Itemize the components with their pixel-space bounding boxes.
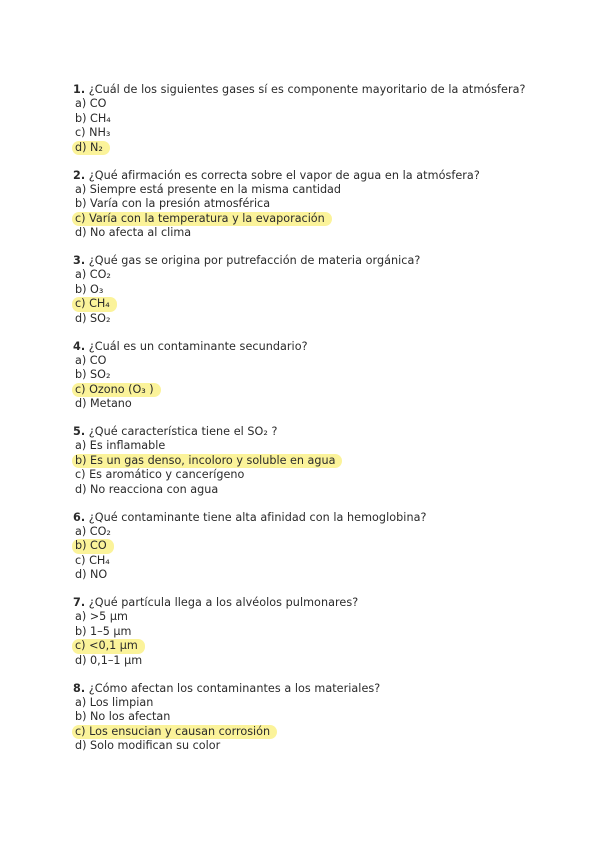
option-text: 1–5 µm — [90, 624, 132, 638]
option-a — [73, 354, 573, 369]
option-letter: a) — [75, 610, 87, 623]
option-d — [73, 739, 573, 754]
option-text: CH₄ — [90, 111, 111, 125]
option-text: CH₄ — [89, 553, 110, 567]
option-text: N₂ — [90, 140, 103, 154]
option-b — [73, 112, 573, 127]
option-text: CH₄ — [89, 297, 110, 310]
answer-options — [73, 268, 573, 326]
answer-options — [73, 525, 573, 583]
option-text: >5 µm — [89, 610, 128, 623]
option-text: Los ensucian y causan corrosión — [89, 724, 271, 738]
option-d — [73, 654, 573, 669]
option-letter: b) — [75, 111, 87, 125]
option-letter: c) — [75, 639, 86, 652]
option-text: Es aromático y cancerígeno — [89, 468, 245, 481]
option-letter: b) — [75, 368, 87, 381]
question-8 — [73, 681, 573, 754]
quiz-list — [73, 82, 573, 766]
question-5 — [73, 424, 573, 497]
question-number: 7. — [73, 596, 86, 609]
option-b — [73, 625, 573, 640]
option-letter: b) — [75, 282, 87, 296]
option-a — [73, 696, 573, 711]
option-b — [73, 710, 573, 725]
question-2 — [73, 168, 573, 241]
option-text: Es inflamable — [89, 439, 166, 452]
option-d — [73, 397, 573, 412]
option-letter: d) — [75, 397, 87, 410]
option-a — [73, 610, 573, 625]
question-prompt: ¿Cuál de los siguientes gases sí es componente mayoritario de la atmósfera? — [88, 83, 526, 96]
option-text: NO — [90, 568, 108, 581]
option-letter: d) — [75, 482, 87, 496]
question-text — [73, 168, 573, 183]
option-letter: a) — [75, 439, 87, 452]
question-1 — [73, 82, 573, 155]
option-text: No los afectan — [90, 710, 171, 723]
option-text: O₃ — [90, 282, 104, 296]
answer-options — [73, 696, 573, 754]
question-text — [73, 253, 573, 268]
option-letter: d) — [75, 739, 87, 752]
option-letter: c) — [75, 382, 86, 396]
option-c-highlighted — [73, 212, 573, 227]
option-c-highlighted — [73, 639, 573, 654]
question-prompt: ¿Qué característica tiene el SO₂ ? — [88, 425, 278, 438]
option-letter: a) — [75, 182, 87, 196]
option-c — [73, 554, 573, 569]
option-a — [73, 439, 573, 454]
option-d — [73, 226, 573, 241]
option-letter: b) — [75, 539, 87, 552]
option-c-highlighted — [73, 383, 573, 398]
option-a — [73, 183, 573, 198]
question-prompt: ¿Qué gas se origina por putrefacción de materia orgánica? — [88, 254, 421, 267]
option-letter: c) — [75, 126, 86, 139]
question-text — [73, 339, 573, 354]
option-letter: b) — [75, 453, 87, 467]
option-text: NH₃ — [89, 126, 111, 139]
option-letter: d) — [75, 653, 87, 667]
option-c-highlighted — [73, 725, 573, 740]
option-c — [73, 126, 573, 141]
question-number: 1. — [73, 83, 86, 96]
question-number: 5. — [73, 425, 86, 438]
option-text: Ozono (O₃ ) — [89, 382, 154, 396]
answer-options — [73, 97, 573, 155]
option-text: <0,1 µm — [89, 639, 138, 652]
answer-options — [73, 439, 573, 497]
question-3 — [73, 253, 573, 326]
option-letter: a) — [75, 695, 87, 709]
option-text: CO — [89, 97, 107, 110]
option-b-highlighted — [73, 454, 573, 469]
question-number: 8. — [73, 681, 86, 695]
question-prompt: ¿Qué contaminante tiene alta afinidad con la hemoglobina? — [88, 510, 427, 524]
option-text: Solo modifican su color — [90, 739, 221, 752]
question-4 — [73, 339, 573, 412]
question-7 — [73, 595, 573, 668]
option-letter: d) — [75, 226, 87, 239]
question-text — [73, 510, 573, 525]
option-text: SO₂ — [90, 368, 111, 381]
option-c — [73, 468, 573, 483]
option-text: No reacciona con agua — [90, 482, 219, 496]
option-text: Es un gas denso, incoloro y soluble en agua — [90, 453, 336, 467]
option-text: No afecta al clima — [90, 226, 192, 239]
option-letter: d) — [75, 568, 87, 581]
question-number: 2. — [73, 168, 86, 182]
question-prompt: ¿Qué afirmación es correcta sobre el vapor de agua en la atmósfera? — [88, 168, 480, 182]
question-text — [73, 681, 573, 696]
option-text: Varía con la presión atmosférica — [90, 197, 271, 210]
option-letter: c) — [75, 724, 86, 738]
option-a — [73, 268, 573, 283]
option-text: Metano — [90, 397, 132, 410]
option-letter: b) — [75, 197, 87, 210]
option-letter: d) — [75, 140, 87, 154]
question-text — [73, 424, 573, 439]
question-text — [73, 82, 573, 97]
option-text: Varía con la temperatura y la evaporación — [89, 211, 325, 225]
question-prompt: ¿Cuál es un contaminante secundario? — [88, 339, 308, 353]
option-letter: a) — [75, 268, 87, 281]
option-letter: b) — [75, 624, 87, 638]
option-text: CO — [89, 353, 107, 367]
option-a — [73, 525, 573, 540]
option-d — [73, 568, 573, 583]
question-number: 3. — [73, 254, 86, 267]
question-prompt: ¿Cómo afectan los contaminantes a los materiales? — [88, 681, 381, 695]
question-number: 4. — [73, 339, 86, 353]
option-letter: c) — [75, 211, 86, 225]
option-b — [73, 283, 573, 298]
option-letter: a) — [75, 353, 87, 367]
option-letter: a) — [75, 97, 87, 110]
option-letter: c) — [75, 553, 86, 567]
option-letter: c) — [75, 468, 86, 481]
option-text: CO₂ — [89, 268, 111, 281]
answer-options — [73, 354, 573, 412]
question-6 — [73, 510, 573, 583]
option-text: 0,1–1 µm — [90, 653, 143, 667]
option-text: Siempre está presente en la misma cantidad — [89, 182, 342, 196]
option-letter: b) — [75, 710, 87, 723]
question-number: 6. — [73, 510, 86, 524]
option-letter: c) — [75, 297, 86, 310]
question-prompt: ¿Qué partícula llega a los alvéolos pulmonares? — [88, 596, 359, 609]
option-text: CO — [90, 539, 107, 552]
option-b — [73, 368, 573, 383]
option-d — [73, 312, 573, 327]
option-letter: d) — [75, 311, 87, 325]
option-text: CO₂ — [89, 524, 111, 538]
option-b-highlighted — [73, 539, 573, 554]
option-b — [73, 197, 573, 212]
option-letter: a) — [75, 524, 87, 538]
option-d-highlighted — [73, 141, 573, 156]
option-d — [73, 483, 573, 498]
answer-options — [73, 610, 573, 668]
option-c-highlighted — [73, 297, 573, 312]
answer-options — [73, 183, 573, 241]
option-text: SO₂ — [90, 311, 111, 325]
option-a — [73, 97, 573, 112]
question-text — [73, 595, 573, 610]
option-text: Los limpian — [89, 695, 154, 709]
